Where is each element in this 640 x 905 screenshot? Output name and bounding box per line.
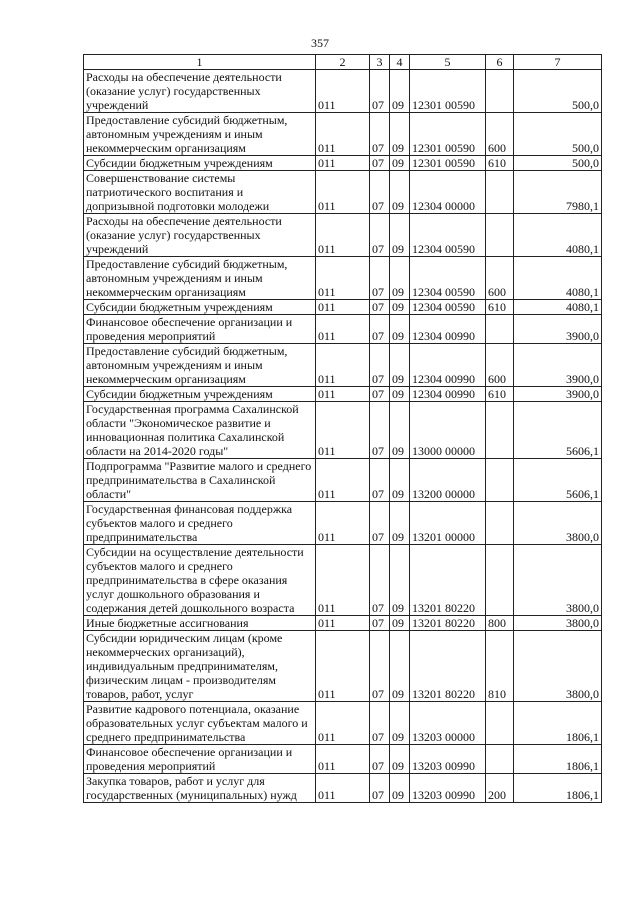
target-article-cell: 13000 00000 <box>410 402 486 459</box>
row-name-cell: Государственная финансовая поддержка субъектов малого и среднего предпринимательства <box>84 502 316 545</box>
amount-cell: 3800,0 <box>514 631 602 702</box>
row-name-cell: Расходы на обеспечение деятельности (оказание услуг) государственных учреждений <box>84 70 316 113</box>
target-article-cell: 12304 00990 <box>410 387 486 402</box>
row-name-cell: Предоставление субсидий бюджетным, автономным учреждениям и иным некоммерческим организациям <box>84 113 316 156</box>
target-article-cell: 12301 00590 <box>410 156 486 171</box>
target-article-cell: 13203 00000 <box>410 702 486 745</box>
admin-code-cell: 011 <box>316 745 370 774</box>
section-cell: 07 <box>370 459 390 502</box>
table-row <box>84 402 602 459</box>
target-article-cell: 13201 80220 <box>410 616 486 631</box>
target-article-cell: 12304 00590 <box>410 214 486 257</box>
table-row <box>84 387 602 402</box>
section-cell: 07 <box>370 774 390 803</box>
row-name-cell: Подпрограмма "Развитие малого и среднего предпринимательства в Сахалинской области" <box>84 459 316 502</box>
target-article-cell: 12304 00990 <box>410 344 486 387</box>
amount-cell: 3800,0 <box>514 545 602 616</box>
row-name-cell: Предоставление субсидий бюджетным, автономным учреждениям и иным некоммерческим организациям <box>84 257 316 300</box>
expense-type-cell: 610 <box>486 156 514 171</box>
target-article-cell: 12304 00590 <box>410 257 486 300</box>
target-article-cell: 12304 00590 <box>410 300 486 315</box>
expense-type-cell: 610 <box>486 387 514 402</box>
amount-cell: 500,0 <box>514 156 602 171</box>
row-name-cell: Иные бюджетные ассигнования <box>84 616 316 631</box>
section-cell: 07 <box>370 113 390 156</box>
expense-type-cell <box>486 459 514 502</box>
section-cell: 07 <box>370 387 390 402</box>
row-name-cell: Субсидии на осуществление деятельности субъектов малого и среднего предпринимательства в сфере оказания услуг дошкольного образования и содержания детей дошкольного возраста <box>84 545 316 616</box>
subsection-cell: 09 <box>390 171 410 214</box>
section-cell: 07 <box>370 631 390 702</box>
target-article-cell: 12304 00990 <box>410 315 486 344</box>
admin-code-cell: 011 <box>316 171 370 214</box>
section-cell: 07 <box>370 156 390 171</box>
target-article-cell: 13203 00990 <box>410 774 486 803</box>
subsection-cell: 09 <box>390 344 410 387</box>
amount-cell: 3800,0 <box>514 616 602 631</box>
subsection-cell: 09 <box>390 616 410 631</box>
expense-type-cell <box>486 402 514 459</box>
section-cell: 07 <box>370 214 390 257</box>
admin-code-cell: 011 <box>316 387 370 402</box>
table-row <box>84 344 602 387</box>
table-row <box>84 502 602 545</box>
amount-cell: 1806,1 <box>514 745 602 774</box>
amount-cell: 3800,0 <box>514 502 602 545</box>
row-name-cell: Предоставление субсидий бюджетным, автономным учреждениям и иным некоммерческим организациям <box>84 344 316 387</box>
table-row <box>84 745 602 774</box>
table-row <box>84 616 602 631</box>
admin-code-cell: 011 <box>316 257 370 300</box>
admin-code-cell: 011 <box>316 402 370 459</box>
subsection-cell: 09 <box>390 257 410 300</box>
admin-code-cell: 011 <box>316 616 370 631</box>
subsection-cell: 09 <box>390 113 410 156</box>
table-row <box>84 214 602 257</box>
header-col-5: 5 <box>410 55 486 70</box>
amount-cell: 3900,0 <box>514 344 602 387</box>
subsection-cell: 09 <box>390 214 410 257</box>
amount-cell: 500,0 <box>514 70 602 113</box>
row-name-cell: Совершенствование системы патриотического воспитания и допризывной подготовки молодежи <box>84 171 316 214</box>
table-row <box>84 257 602 300</box>
expense-type-cell: 600 <box>486 113 514 156</box>
subsection-cell: 09 <box>390 156 410 171</box>
row-name-cell: Финансовое обеспечение организации и проведения мероприятий <box>84 315 316 344</box>
target-article-cell: 12304 00000 <box>410 171 486 214</box>
subsection-cell: 09 <box>390 315 410 344</box>
row-name-cell: Расходы на обеспечение деятельности (оказание услуг) государственных учреждений <box>84 214 316 257</box>
section-cell: 07 <box>370 616 390 631</box>
expense-type-cell <box>486 745 514 774</box>
row-name-cell: Субсидии бюджетным учреждениям <box>84 300 316 315</box>
section-cell: 07 <box>370 402 390 459</box>
admin-code-cell: 011 <box>316 300 370 315</box>
budget-table <box>83 54 602 803</box>
admin-code-cell: 011 <box>316 459 370 502</box>
table-row <box>84 774 602 803</box>
admin-code-cell: 011 <box>316 70 370 113</box>
expense-type-cell <box>486 214 514 257</box>
amount-cell: 5606,1 <box>514 402 602 459</box>
amount-cell: 3900,0 <box>514 315 602 344</box>
admin-code-cell: 011 <box>316 344 370 387</box>
expense-type-cell <box>486 702 514 745</box>
expense-type-cell <box>486 171 514 214</box>
admin-code-cell: 011 <box>316 702 370 745</box>
amount-cell: 4080,1 <box>514 300 602 315</box>
amount-cell: 4080,1 <box>514 214 602 257</box>
expense-type-cell: 800 <box>486 616 514 631</box>
expense-type-cell: 200 <box>486 774 514 803</box>
expense-type-cell: 600 <box>486 344 514 387</box>
header-col-2: 2 <box>316 55 370 70</box>
row-name-cell: Субсидии бюджетным учреждениям <box>84 156 316 171</box>
admin-code-cell: 011 <box>316 545 370 616</box>
table-row <box>84 113 602 156</box>
row-name-cell: Закупка товаров, работ и услуг для государственных (муниципальных) нужд <box>84 774 316 803</box>
row-name-cell: Финансовое обеспечение организации и проведения мероприятий <box>84 745 316 774</box>
amount-cell: 500,0 <box>514 113 602 156</box>
section-cell: 07 <box>370 745 390 774</box>
row-name-cell: Субсидии юридическим лицам (кроме некоммерческих организаций), индивидуальным предпринимателям, физическим лицам - производителям товаров, работ, услуг <box>84 631 316 702</box>
table-row <box>84 702 602 745</box>
subsection-cell: 09 <box>390 387 410 402</box>
table-body <box>84 70 602 803</box>
section-cell: 07 <box>370 344 390 387</box>
admin-code-cell: 011 <box>316 156 370 171</box>
section-cell: 07 <box>370 171 390 214</box>
subsection-cell: 09 <box>390 300 410 315</box>
subsection-cell: 09 <box>390 702 410 745</box>
target-article-cell: 13201 80220 <box>410 631 486 702</box>
expense-type-cell: 600 <box>486 257 514 300</box>
target-article-cell: 13201 80220 <box>410 545 486 616</box>
subsection-cell: 09 <box>390 502 410 545</box>
subsection-cell: 09 <box>390 545 410 616</box>
page-number: 357 <box>311 36 329 50</box>
expense-type-cell: 810 <box>486 631 514 702</box>
subsection-cell: 09 <box>390 745 410 774</box>
admin-code-cell: 011 <box>316 774 370 803</box>
expense-type-cell <box>486 502 514 545</box>
admin-code-cell: 011 <box>316 631 370 702</box>
row-name-cell: Государственная программа Сахалинской области "Экономическое развитие и инновационная политика Сахалинской области на 2014-2020 годы" <box>84 402 316 459</box>
target-article-cell: 13201 00000 <box>410 502 486 545</box>
header-col-7: 7 <box>514 55 602 70</box>
table-row <box>84 459 602 502</box>
target-article-cell: 12301 00590 <box>410 113 486 156</box>
header-col-1: 1 <box>84 55 316 70</box>
expense-type-cell <box>486 315 514 344</box>
table-row <box>84 315 602 344</box>
target-article-cell: 12301 00590 <box>410 70 486 113</box>
section-cell: 07 <box>370 257 390 300</box>
section-cell: 07 <box>370 502 390 545</box>
section-cell: 07 <box>370 315 390 344</box>
section-cell: 07 <box>370 545 390 616</box>
amount-cell: 1806,1 <box>514 702 602 745</box>
admin-code-cell: 011 <box>316 214 370 257</box>
section-cell: 07 <box>370 70 390 113</box>
subsection-cell: 09 <box>390 70 410 113</box>
subsection-cell: 09 <box>390 774 410 803</box>
expense-type-cell <box>486 70 514 113</box>
admin-code-cell: 011 <box>316 502 370 545</box>
table-row <box>84 171 602 214</box>
subsection-cell: 09 <box>390 459 410 502</box>
amount-cell: 7980,1 <box>514 171 602 214</box>
amount-cell: 4080,1 <box>514 257 602 300</box>
target-article-cell: 13203 00990 <box>410 745 486 774</box>
section-cell: 07 <box>370 300 390 315</box>
table-row <box>84 545 602 616</box>
section-cell: 07 <box>370 702 390 745</box>
subsection-cell: 09 <box>390 631 410 702</box>
table-row <box>84 631 602 702</box>
header-col-3: 3 <box>370 55 390 70</box>
table-row <box>84 300 602 315</box>
amount-cell: 1806,1 <box>514 774 602 803</box>
table-row <box>84 156 602 171</box>
table-row <box>84 70 602 113</box>
amount-cell: 5606,1 <box>514 459 602 502</box>
table-header-row <box>84 55 602 70</box>
subsection-cell: 09 <box>390 402 410 459</box>
expense-type-cell: 610 <box>486 300 514 315</box>
amount-cell: 3900,0 <box>514 387 602 402</box>
header-col-6: 6 <box>486 55 514 70</box>
expense-type-cell <box>486 545 514 616</box>
header-col-4: 4 <box>390 55 410 70</box>
row-name-cell: Субсидии бюджетным учреждениям <box>84 387 316 402</box>
admin-code-cell: 011 <box>316 113 370 156</box>
row-name-cell: Развитие кадрового потенциала, оказание образовательных услуг субъектам малого и среднего предпринимательства <box>84 702 316 745</box>
target-article-cell: 13200 00000 <box>410 459 486 502</box>
admin-code-cell: 011 <box>316 315 370 344</box>
